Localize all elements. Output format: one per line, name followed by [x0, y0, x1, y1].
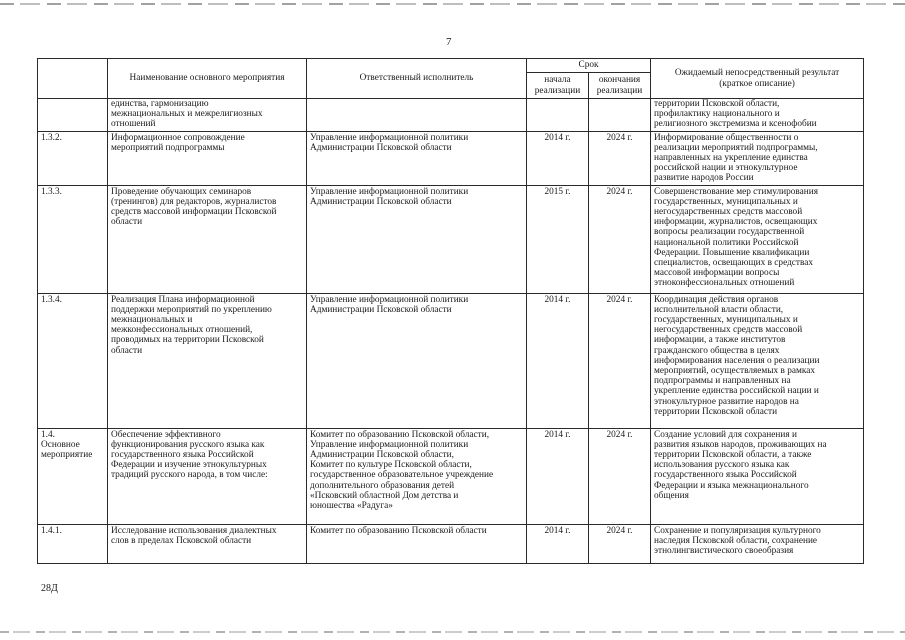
row-activity: Проведение обучающих семинаров (тренингов) для редакторов, журналистов средств массовой информации Псковской области: [108, 185, 307, 293]
header-executor: Ответственный исполнитель: [307, 59, 527, 99]
table-row: [38, 99, 864, 132]
row-start: 2014 г.: [527, 293, 589, 428]
activities-table: [37, 58, 864, 564]
row-executor: Управление информационной политики Администрации Псковской области: [307, 185, 527, 293]
table-row: [38, 185, 864, 293]
row-end: [589, 99, 651, 132]
row-result: Сохранение и популяризация культурного наследия Псковской области, сохранение этнолингвистического своеобразия: [651, 524, 864, 563]
header-start: начала реализации: [527, 73, 589, 99]
row-start: 2015 г.: [527, 185, 589, 293]
header-term: Срок: [527, 59, 651, 73]
row-end: 2024 г.: [589, 131, 651, 185]
scan-artifact-top: [0, 3, 905, 5]
document-code: 28Д: [41, 583, 58, 594]
row-end: 2024 г.: [589, 293, 651, 428]
row-result: Координация действия органов исполнительной власти области, государственных, муниципальных и негосударственных средств массовой информации, а также институтов гражданского общества в целях информирования населения о реализации мероприятий, осуществляемых в рамках подпрограммы и направленных на укрепление единства российской нации и этнокультурное развитие народов на территории Псковской области: [651, 293, 864, 428]
row-end: 2024 г.: [589, 185, 651, 293]
table-row: [38, 131, 864, 185]
row-start: 2014 г.: [527, 524, 589, 563]
row-result: территории Псковской области, профилактику национального и религиозного экстремизма и ксенофобии: [651, 99, 864, 132]
row-result: Создание условий для сохранения и развития языков народов, проживающих на территории Псковской области, а также использования русского языка как государственного языка Российской Федерации и языка межнационального общения: [651, 428, 864, 524]
page-number: 7: [446, 36, 452, 48]
row-result: Информирование общественности о реализации мероприятий подпрограммы, направленных на укрепление единства российской нации и этнокультурное развитие народов России: [651, 131, 864, 185]
row-executor: Комитет по образованию Псковской области, Управление информационной политики Администрации Псковской области, Комитет по культуре Псковской области, государственное образовательное учреждение дополнительного образования детей «Псковский областной Дом детства и юношества «Радуга»: [307, 428, 527, 524]
row-executor: Управление информационной политики Администрации Псковской области: [307, 293, 527, 428]
row-result: Совершенствование мер стимулирования государственных, муниципальных и негосударственных средств массовой информации, журналистов, освещающих вопросы реализации государственной национальной политики Российской Федерации. Повышение квалификации специалистов, освещающих в средствах массовой информации вопросы этноконфессиональных отношений: [651, 185, 864, 293]
row-executor: Комитет по образованию Псковской области: [307, 524, 527, 563]
row-executor: [307, 99, 527, 132]
row-start: 2014 г.: [527, 428, 589, 524]
table-row: [38, 293, 864, 428]
row-end: 2024 г.: [589, 524, 651, 563]
row-start: [527, 99, 589, 132]
row-number: 1.3.3.: [38, 185, 108, 293]
scan-artifact-bottom: [0, 631, 905, 633]
row-number: 1.4. Основное мероприятие: [38, 428, 108, 524]
row-activity: Исследование использования диалектных слов в пределах Псковской области: [108, 524, 307, 563]
row-number: [38, 99, 108, 132]
header-number: [38, 59, 108, 99]
header-expected-result: Ожидаемый непосредственный результат (краткое описание): [651, 59, 864, 99]
row-start: 2014 г.: [527, 131, 589, 185]
header-end: окончания реализации: [589, 73, 651, 99]
table-row: [38, 428, 864, 524]
row-number: 1.3.4.: [38, 293, 108, 428]
row-number: 1.3.2.: [38, 131, 108, 185]
header-activity-name: Наименование основного мероприятия: [108, 59, 307, 99]
row-executor: Управление информационной политики Администрации Псковской области: [307, 131, 527, 185]
row-end: 2024 г.: [589, 428, 651, 524]
row-activity: Обеспечение эффективного функционирования русского языка как государственного языка Российской Федерации и изучение этнокультурных традиций русского народа, в том числе:: [108, 428, 307, 524]
row-number: 1.4.1.: [38, 524, 108, 563]
row-activity: Реализация Плана информационной поддержки мероприятий по укреплению межнациональных и межконфессиональных отношений, проводимых на территории Псковской области: [108, 293, 307, 428]
row-activity: единства, гармонизацию межнациональных и межрелигиозных отношений: [108, 99, 307, 132]
table-row: [38, 524, 864, 563]
row-activity: Информационное сопровождение мероприятий подпрограммы: [108, 131, 307, 185]
